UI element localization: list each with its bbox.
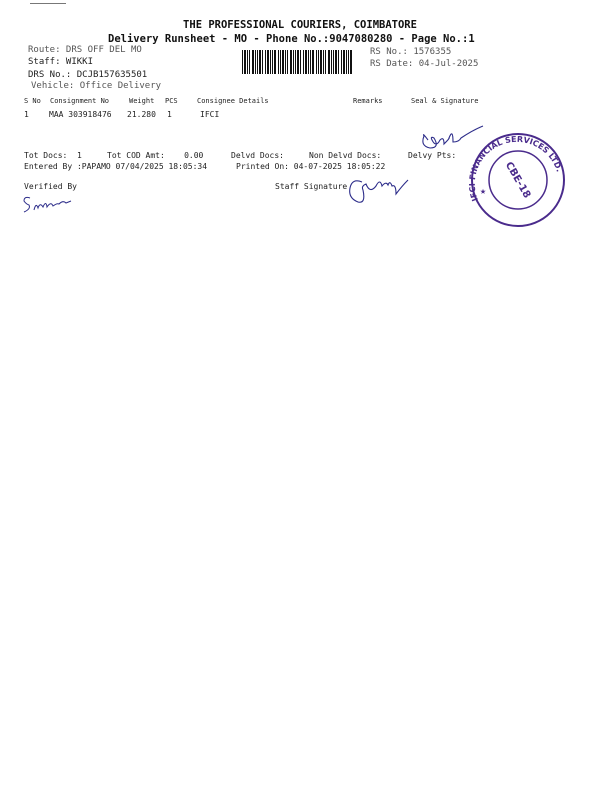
col-weight: Weight [129, 97, 155, 105]
cell-sno: 1 [24, 110, 29, 119]
company-stamp [468, 134, 564, 226]
rs-no: RS No.: 1576355 [370, 47, 452, 57]
vehicle: Vehicle: Office Delivery [31, 81, 162, 91]
staff: Staff: WIKKI [28, 57, 94, 67]
runsheet-subtitle: Delivery Runsheet - MO - Phone No.:9047080280 - Page No.:1 [108, 33, 475, 45]
verified-by: Verified By [24, 182, 77, 191]
rs-date: RS Date: 04-Jul-2025 [370, 59, 479, 69]
entered-by: Entered By :PAPAMO 07/04/2025 18:05:34 [24, 162, 208, 171]
col-consignment: Consignment No [50, 97, 110, 105]
non-delvd-docs: Non Delvd Docs: [309, 151, 382, 160]
tot-cod: Tot COD Amt: 0.00 [107, 151, 204, 160]
col-remarks: Remarks [353, 97, 383, 105]
cell-consignment: MAA 303918476 [49, 110, 112, 119]
col-seal: Seal & Signature [411, 97, 479, 105]
staff-signature [350, 180, 408, 202]
route: Route: DRS OFF DEL MO [28, 45, 142, 55]
delvd-docs: Delvd Docs: [231, 151, 284, 160]
svg-text:★: ★ [480, 186, 487, 197]
drs-no: DRS No.: DCJB157635501 [28, 70, 148, 80]
cell-consignee: IFCI [200, 110, 220, 119]
printed-on: Printed On: 04-07-2025 18:05:22 [236, 162, 386, 171]
svg-text:IFCI FINANCIAL SERVICES LTD.: IFCI FINANCIAL SERVICES LTD. [467, 134, 564, 203]
cell-weight: 21.280 [127, 110, 156, 119]
svg-text:CBE-18: CBE-18 [502, 160, 533, 201]
tot-docs: Tot Docs: 1 [24, 151, 82, 160]
col-pcs: PCS [165, 97, 178, 105]
signatures-and-stamp [0, 0, 600, 260]
receiver-signature [423, 126, 483, 148]
col-consignee: Consignee Details [197, 97, 269, 105]
verifier-signature [24, 197, 71, 212]
staff-signature-label: Staff Signature [275, 182, 348, 191]
company-title: THE PROFESSIONAL COURIERS, COIMBATORE [183, 19, 417, 31]
cell-pcs: 1 [167, 110, 172, 119]
delvy-pts: Delvy Pts: [408, 151, 457, 160]
col-sno: S No [24, 97, 41, 105]
